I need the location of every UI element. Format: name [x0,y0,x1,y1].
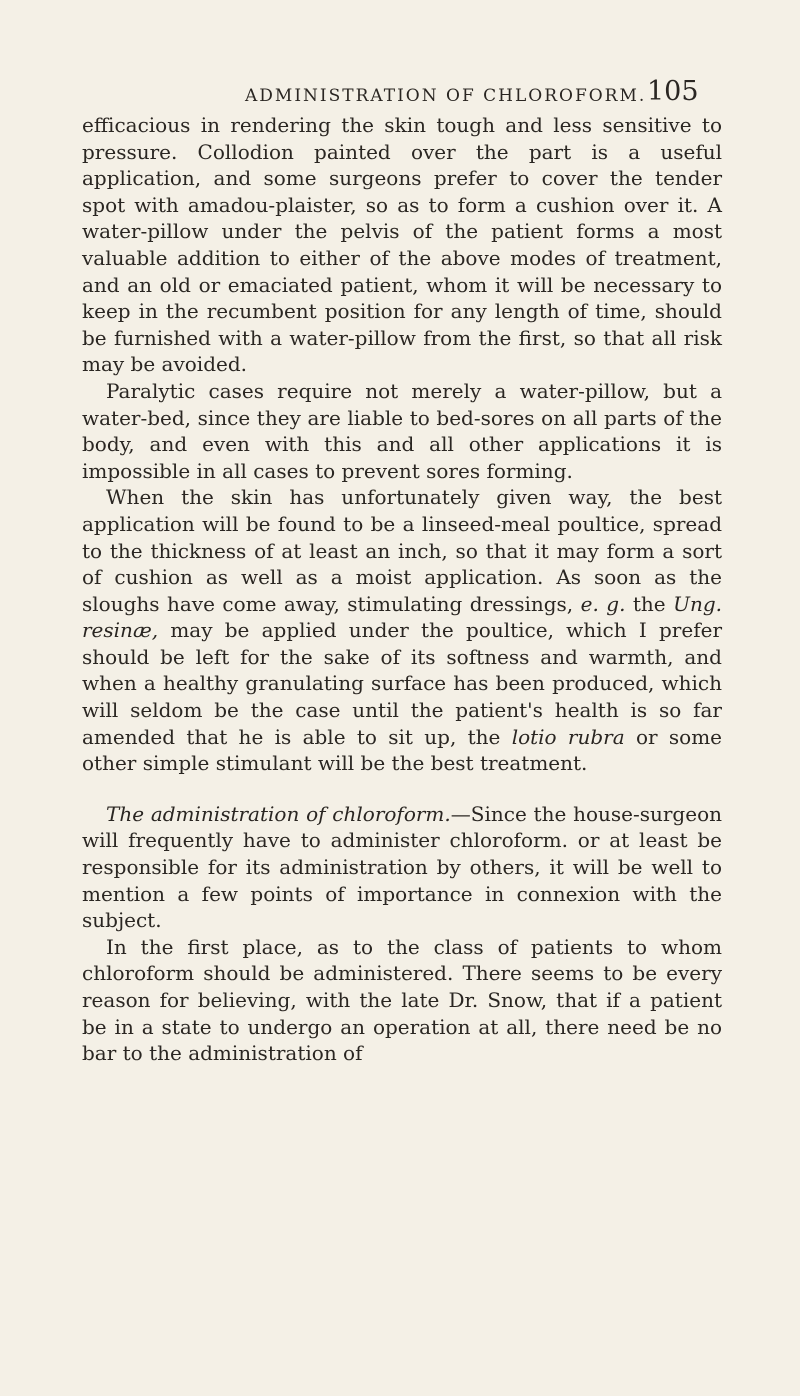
page-number: 105 [647,76,699,107]
paragraph-3 [82,484,722,777]
paragraph-1: efficacious in rendering the skin tough and less sensitive to pressure. Collodion painted over the part is a useful application, and some surgeons prefer to cover the tender spot with amadou-plaister, so as to form a cushion over it. A water-pillow under the pelvis of the patient forms a most valuable addition to either of the above modes of treatment, and an old or emaciated patient, whom it will be necessary to keep in the recumbent position for any length of time, should be furnished with a water-pillow from the first, so that all risk may be avoided. [82,113,722,377]
paragraph-2: Paralytic cases require not merely a water-pillow, but a water-bed, since they are liable to bed-sores on all parts of the body, and even with this and all other applications it is impossible in all cases to prevent sores forming. [82,378,722,483]
body-text [82,112,722,1067]
paragraph-3-text-d: or some other simple stimulant will be the best treatment. [82,724,722,776]
paragraph-4-text: —Since the house-surgeon will frequently have to administer chloroform. or at least be responsible for its administration by others, it will be well to mention a few points of importance in connexion with the subject. [82,801,722,933]
running-head: ADMINISTRATION OF CHLOROFORM. [245,86,647,106]
paragraph-4 [82,801,722,934]
paragraph-3-text-b: the [625,591,674,616]
paragraph-5: In the first place, as to the class of patients to whom chloroform should be administered. There seems to be every reason for believing, with the late Dr. Snow, that if a patient be in a state to undergo an operation at all, there need be no bar to the administration of [82,934,722,1066]
paragraph-3-text-c: may be applied under the poultice, which I prefer should be left for the sake of its softness and warmth, and when a healthy granulating surface has been produced, which will seldom be the case until the patient's health is so far amended that he is able to sit up, the [82,618,722,749]
ung-resinae-term: Ung. resinæ, [82,591,723,643]
eg-abbrev: e. g. [580,591,626,616]
lotio-rubra-term: lotio rubra [511,724,625,749]
paragraph-3-text-a: When the skin has unfortunately given way, the best application will be found to be a linseed-meal poultice, spread to the thickness of at least an inch, so that it may form a sort of cushion as well as a moist application. As soon as the sloughs have come away, stimulating dressings, [82,485,722,616]
section-heading: The administration of chloroform. [106,801,451,826]
